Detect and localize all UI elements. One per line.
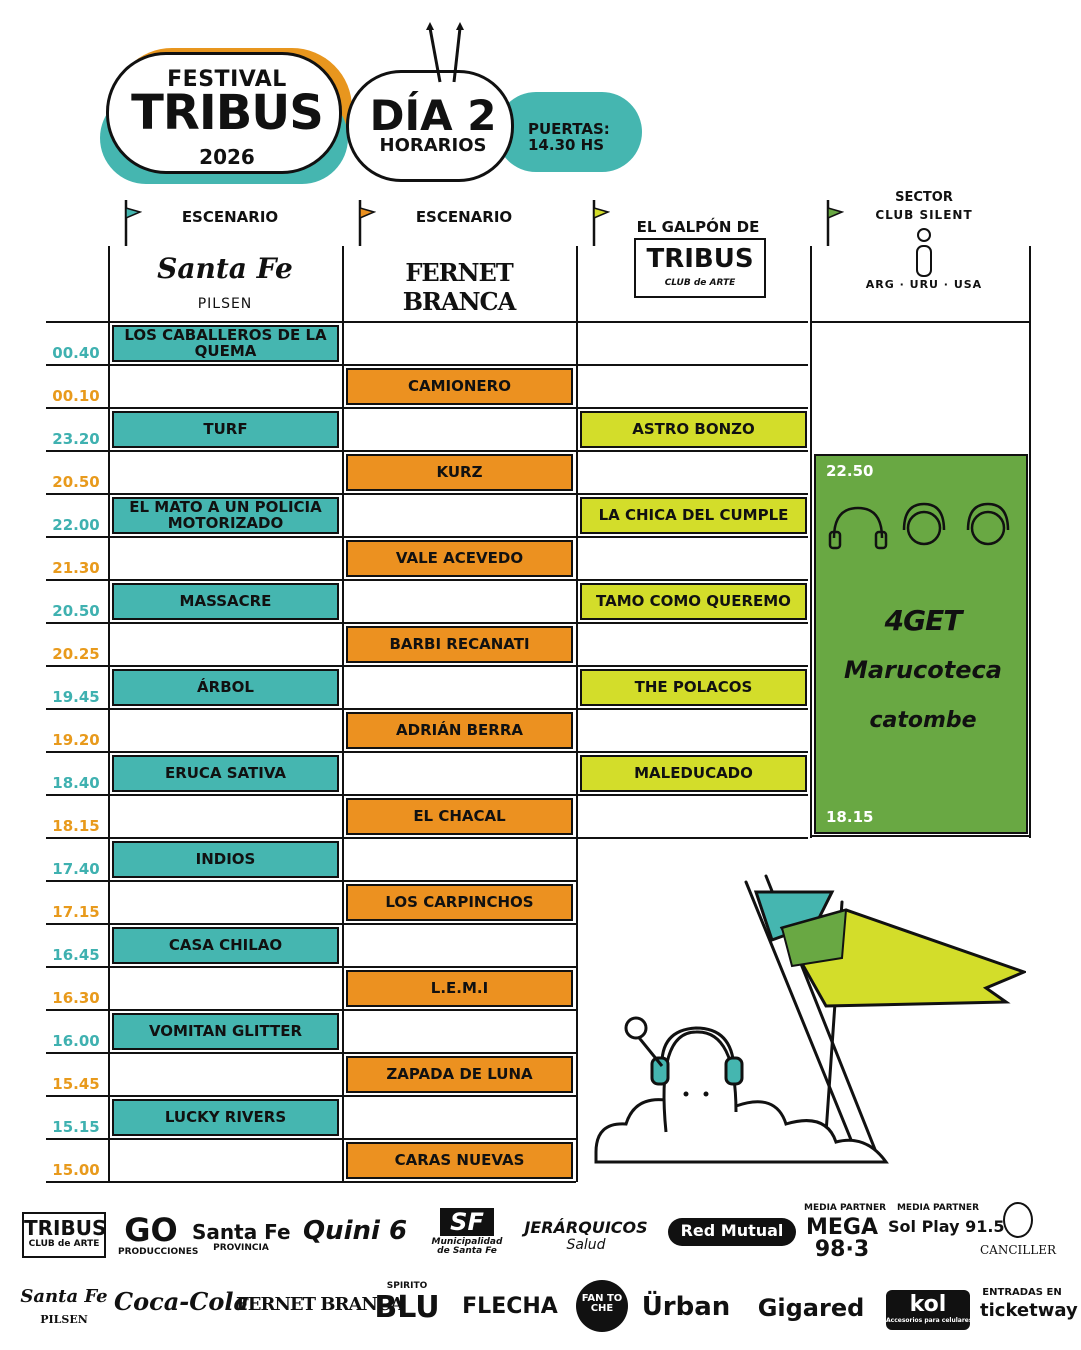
headphones-icons bbox=[826, 498, 1020, 558]
sponsor-blu bbox=[372, 1282, 442, 1323]
sponsor-name: JERÁRQUICOS bbox=[524, 1218, 648, 1237]
tribus-logo bbox=[634, 238, 766, 298]
stage-3-brand-sub: CLUB de ARTE bbox=[664, 278, 736, 288]
santafe-slot: CASA CHILAO bbox=[112, 927, 339, 964]
sponsor-santafe-pilsen bbox=[20, 1288, 108, 1325]
silent-act-2: Marucoteca bbox=[844, 656, 1002, 684]
column-divider bbox=[108, 246, 110, 1182]
row-divider bbox=[46, 493, 808, 495]
sponsor-ticketway bbox=[980, 1287, 1078, 1321]
time-label: 22.00 bbox=[52, 516, 100, 534]
row-divider bbox=[46, 1052, 576, 1054]
time-label: 00.40 bbox=[52, 344, 100, 362]
stage-4-label: SECTOR bbox=[895, 190, 953, 205]
stage-1-brand-sub: PILSEN bbox=[197, 296, 253, 312]
santafe-slot: VOMITAN GLITTER bbox=[112, 1013, 339, 1050]
sponsor-santafe-provincia bbox=[192, 1222, 290, 1253]
row-divider bbox=[46, 966, 576, 968]
flag-icon bbox=[822, 196, 844, 246]
time-label: 16.30 bbox=[52, 989, 100, 1007]
time-label: 20.25 bbox=[52, 645, 100, 663]
column-divider bbox=[576, 246, 578, 1182]
sponsor-name: kol bbox=[909, 1292, 947, 1317]
sponsor-name: Sol Play 91.5 bbox=[888, 1217, 1005, 1236]
santafe-slot: ÁRBOL bbox=[112, 669, 339, 706]
galpon-slot: TAMO COMO QUEREMO bbox=[580, 583, 807, 620]
santafe-slot: EL MATO A UN POLICIA MOTORIZADO bbox=[112, 497, 339, 534]
doors-text bbox=[528, 122, 638, 154]
time-label: 00.10 bbox=[52, 387, 100, 405]
santafe-slot: TURF bbox=[112, 411, 339, 448]
time-label: 16.00 bbox=[52, 1032, 100, 1050]
time-label: 18.15 bbox=[52, 817, 100, 835]
silent-logo bbox=[862, 186, 986, 310]
santafe-logo bbox=[112, 232, 338, 316]
fernet-slot: ADRIÁN BERRA bbox=[346, 712, 573, 749]
stage-4-brand: CLUB SILENT bbox=[875, 208, 973, 222]
santafe-slot: MASSACRE bbox=[112, 583, 339, 620]
row-divider bbox=[46, 1009, 576, 1011]
galpon-slot: ASTRO BONZO bbox=[580, 411, 807, 448]
time-label: 17.40 bbox=[52, 860, 100, 878]
sponsor-solplay bbox=[888, 1203, 1005, 1236]
flags-icon bbox=[416, 22, 476, 84]
time-label: 18.40 bbox=[52, 774, 100, 792]
stage-1-label: ESCENARIO bbox=[181, 208, 279, 226]
sponsor-quini6: Quini 6 bbox=[302, 1216, 408, 1246]
sponsor-canciller bbox=[976, 1202, 1060, 1256]
santafe-slot: INDIOS bbox=[112, 841, 339, 878]
santafe-slot: LOS CABALLEROS DE LA QUEMA bbox=[112, 325, 339, 362]
sponsor-sub: Salud bbox=[566, 1237, 606, 1253]
row-divider bbox=[810, 835, 1031, 837]
row-divider bbox=[46, 450, 808, 452]
sponsor-flecha: FLECHA bbox=[462, 1294, 558, 1319]
sponsor-name: SF bbox=[440, 1208, 494, 1236]
time-label: 15.00 bbox=[52, 1161, 100, 1179]
row-divider bbox=[810, 321, 1031, 323]
sponsor-sub: Accesorios para celulares bbox=[886, 1317, 973, 1324]
sponsor-name: GO bbox=[124, 1211, 178, 1249]
sponsor-go bbox=[118, 1211, 199, 1257]
fernet-slot: KURZ bbox=[346, 454, 573, 491]
sponsor-name: CANCILLER bbox=[979, 1243, 1056, 1257]
silent-disco-block bbox=[814, 454, 1028, 834]
sponsor-sub: PRODUCCIONES bbox=[118, 1247, 199, 1257]
row-divider bbox=[46, 321, 808, 323]
column-divider bbox=[342, 246, 344, 1182]
silent-act-1: 4GET bbox=[884, 604, 962, 637]
sponsor-name: TRIBUS bbox=[24, 1216, 107, 1240]
sponsor-sub: PROVINCIA bbox=[213, 1243, 269, 1253]
silent-start-time: 22.50 bbox=[826, 462, 874, 480]
row-divider bbox=[46, 751, 808, 753]
stage-2-brand: FERNET BRANCA bbox=[402, 258, 516, 316]
row-divider bbox=[46, 880, 576, 882]
row-divider bbox=[46, 536, 808, 538]
sponsor-name: Santa Fe bbox=[20, 1286, 108, 1307]
stage-2-label: ESCENARIO bbox=[415, 208, 513, 226]
sponsor-sub: ENTRADAS EN bbox=[982, 1287, 1062, 1298]
galpon-slot: THE POLACOS bbox=[580, 669, 807, 706]
time-label: 15.45 bbox=[52, 1075, 100, 1093]
time-label: 16.45 bbox=[52, 946, 100, 964]
sponsor-name: MEGA 98·3 bbox=[805, 1215, 878, 1262]
sponsor-kol bbox=[886, 1290, 973, 1330]
festival-label: FESTIVAL bbox=[167, 67, 287, 92]
silent-act-3: catombe bbox=[869, 708, 977, 733]
row-divider bbox=[46, 1095, 576, 1097]
festival-name: TRIBUS bbox=[131, 85, 323, 141]
flag-icon bbox=[588, 196, 610, 246]
galpon-slot: LA CHICA DEL CUMPLE bbox=[580, 497, 807, 534]
canciller-emblem-icon bbox=[1003, 1202, 1033, 1238]
sponsor-red-mutual: Red Mutual bbox=[668, 1218, 796, 1246]
sponsor-cocacola: Coca-Cola bbox=[114, 1287, 250, 1316]
time-label: 19.20 bbox=[52, 731, 100, 749]
day-subtitle: HORARIOS bbox=[379, 135, 487, 156]
row-divider bbox=[46, 794, 808, 796]
doors-time: 14.30 HS bbox=[528, 135, 605, 154]
sponsor-sub: SPIRITO bbox=[386, 1281, 428, 1291]
sponsor-sub: PILSEN bbox=[40, 1313, 88, 1326]
day-title: DÍA 2 bbox=[369, 91, 497, 140]
row-divider bbox=[46, 622, 808, 624]
row-divider bbox=[46, 1181, 576, 1183]
sponsor-name: ticketway bbox=[980, 1300, 1078, 1321]
column-divider bbox=[1029, 246, 1031, 838]
santafe-slot: ERUCA SATIVA bbox=[112, 755, 339, 792]
fernet-slot: BARBI RECANATI bbox=[346, 626, 573, 663]
flag-icon bbox=[354, 196, 376, 246]
sponsor-name: Santa Fe bbox=[192, 1220, 291, 1244]
sponsor-sub: MEDIA PARTNER bbox=[896, 1203, 980, 1213]
fernet-slot: CARAS NUEVAS bbox=[346, 1142, 573, 1179]
row-divider bbox=[46, 407, 808, 409]
sponsor-sub: CLUB de ARTE bbox=[28, 1239, 100, 1249]
sponsor-name: BLU bbox=[374, 1290, 440, 1325]
mascot-illustration bbox=[586, 862, 1026, 1174]
time-label: 19.45 bbox=[52, 688, 100, 706]
row-divider bbox=[46, 1138, 576, 1140]
santafe-slot: LUCKY RIVERS bbox=[112, 1099, 339, 1136]
fernet-slot: LOS CARPINCHOS bbox=[346, 884, 573, 921]
fernet-slot: L.E.M.I bbox=[346, 970, 573, 1007]
row-divider bbox=[46, 364, 808, 366]
festival-cloud bbox=[106, 52, 342, 174]
time-label: 21.30 bbox=[52, 559, 100, 577]
sponsor-gigared: Gigared bbox=[757, 1294, 865, 1322]
galpon-slot: MALEDUCADO bbox=[580, 755, 807, 792]
fernet-slot: CAMIONERO bbox=[346, 368, 573, 405]
person-headphones-icon bbox=[908, 226, 940, 278]
row-divider bbox=[46, 665, 808, 667]
row-divider bbox=[46, 837, 808, 839]
sponsor-jerarquicos bbox=[516, 1220, 656, 1252]
sponsor-sub: MEDIA PARTNER bbox=[804, 1203, 887, 1213]
row-divider bbox=[46, 923, 576, 925]
row-divider bbox=[46, 579, 808, 581]
time-label: 15.15 bbox=[52, 1118, 100, 1136]
time-label: 23.20 bbox=[52, 430, 100, 448]
doors-label: PUERTAS: bbox=[528, 120, 610, 138]
fernet-slot: EL CHACAL bbox=[346, 798, 573, 835]
column-divider bbox=[810, 246, 812, 838]
sponsor-urban: Ürban bbox=[641, 1292, 731, 1322]
festival-year: 2026 bbox=[199, 145, 255, 169]
sponsor-fantoche: FAN TO CHE bbox=[576, 1280, 628, 1332]
sponsor-fernet-branca: FERNET BRANCA bbox=[236, 1294, 404, 1315]
stage-1-brand: Santa Fe bbox=[157, 252, 293, 285]
day-cloud bbox=[346, 70, 514, 182]
time-label: 20.50 bbox=[52, 473, 100, 491]
stage-4-brand-sub: ARG · URU · USA bbox=[865, 278, 983, 291]
time-label: 20.50 bbox=[52, 602, 100, 620]
time-label: 17.15 bbox=[52, 903, 100, 921]
fernet-slot: ZAPADA DE LUNA bbox=[346, 1056, 573, 1093]
sponsor-mega bbox=[804, 1203, 887, 1262]
stage-3-brand: TRIBUS bbox=[646, 244, 754, 274]
row-divider bbox=[46, 708, 808, 710]
fernet-slot: VALE ACEVEDO bbox=[346, 540, 573, 577]
sponsor-tribus bbox=[22, 1212, 106, 1258]
sponsor-sub: Municipalidad de Santa Fe bbox=[431, 1237, 503, 1256]
stage-3-label: EL GALPÓN DE bbox=[636, 218, 760, 236]
silent-end-time: 18.15 bbox=[826, 808, 874, 826]
sponsor-municipalidad bbox=[424, 1208, 510, 1256]
